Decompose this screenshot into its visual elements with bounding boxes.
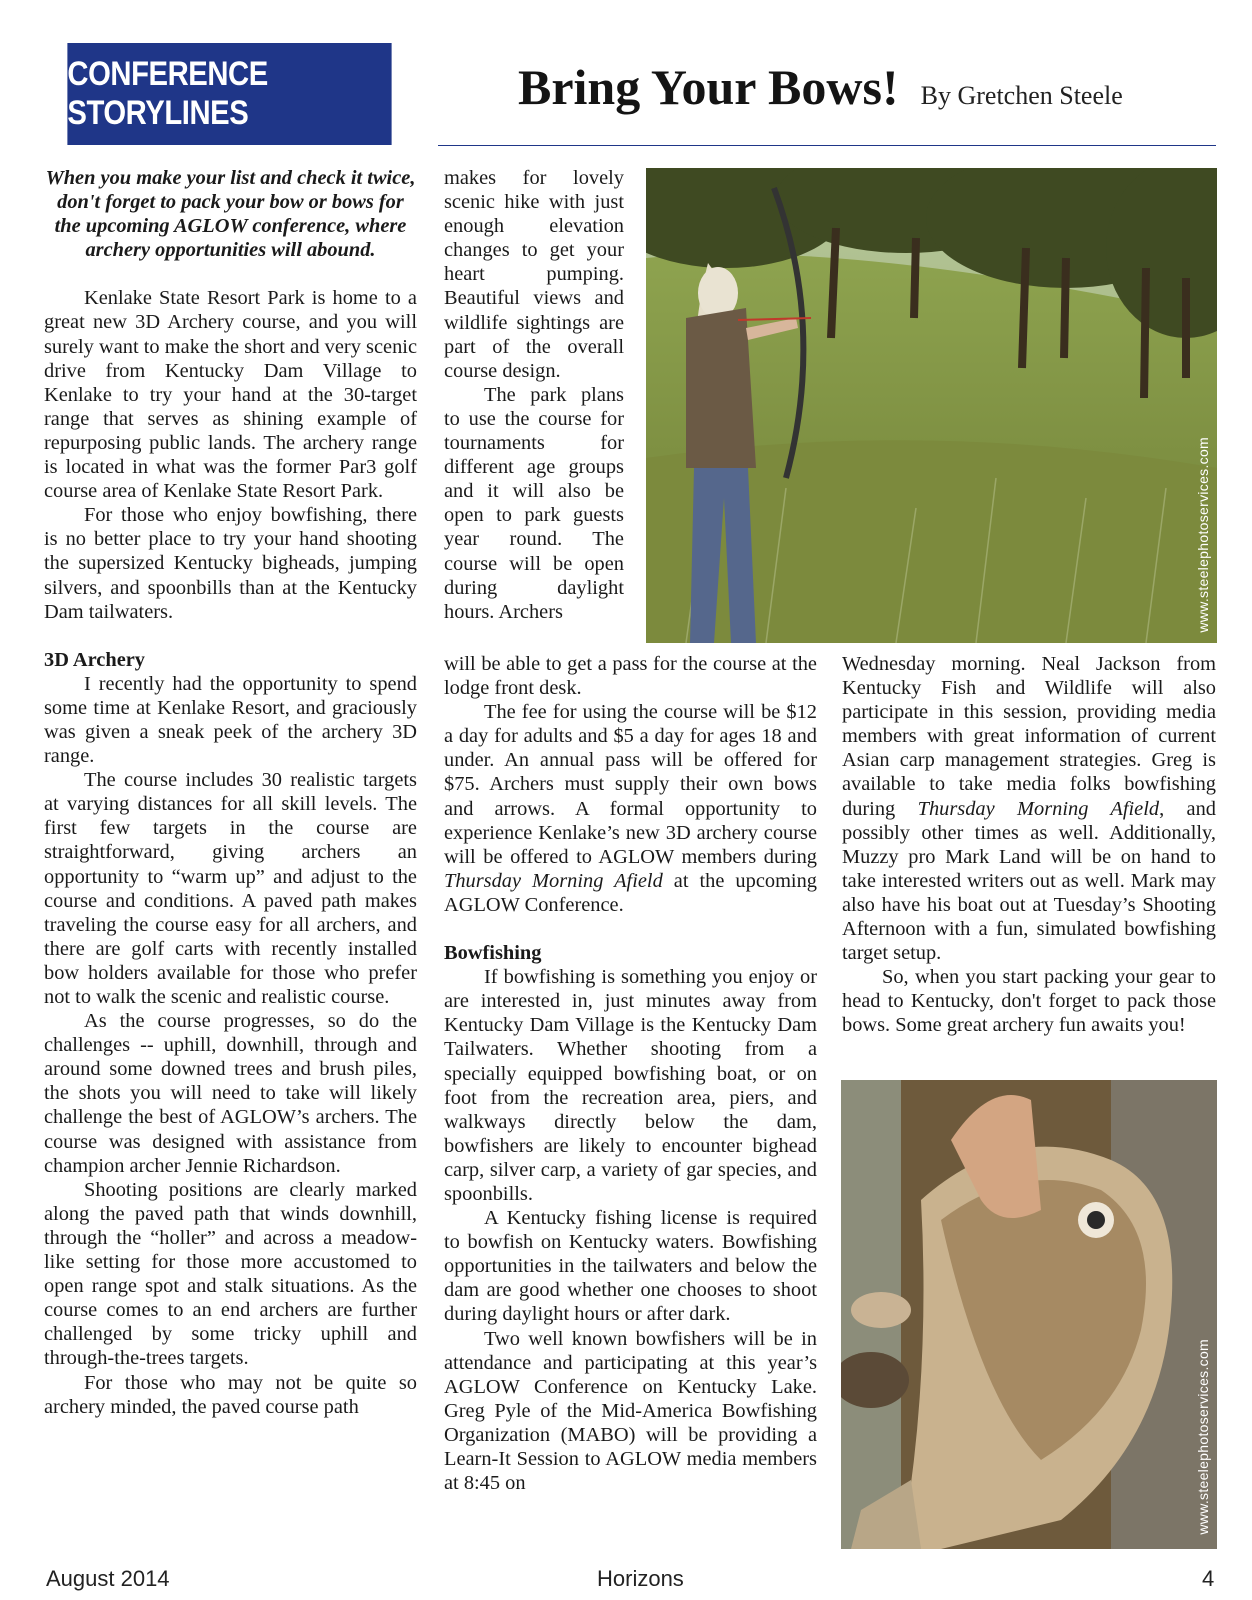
- photo-credit: www.steelephotoservices.com: [1195, 1339, 1211, 1535]
- paragraph: Kenlake State Resort Park is home to a great new 3D Archery course, and you will surely want to make the short and very scenic drive from Kentucky Dam Village to Kenlake to try your hand at the 30-target range that serves as shining example of repurposing public lands. The archery range is located in what was the former Par3 golf course area of Kenlake State Resort Park.: [44, 287, 417, 503]
- paragraph: Shooting positions are clearly marked along the paved path that winds downhill, through the “holler” and across a meadow-like setting for those more accustomed to open range spot and stalk situations. As the course comes to an end archers are further challenged by some tricky uphill and through-the-trees targets.: [44, 1178, 417, 1370]
- paragraph: So, when you start packing your gear to head to Kentucky, don't forget to pack those bows. Some great archery fun awaits you!: [842, 966, 1216, 1037]
- subheading-bowfishing: Bowfishing: [444, 942, 542, 965]
- paragraph: As the course progresses, so do the challenges -- uphill, downhill, through and around some downed trees and brush piles, the shots you will need to take will likely challenge the best of AGLOW’s archers. The course was designed with assistance from champion archer Jennie Richardson.: [44, 1010, 417, 1177]
- subheading-3d-archery: 3D Archery: [44, 648, 145, 671]
- paragraph: The course includes 30 realistic targets at varying distances for all skill levels. The first few targets in the course are straightforward, giving archers an opportunity to “warm up” and adjust to the course and conditions. A paved path makes traveling the course easy for all archers, and there are golf carts with recently installed bow holders available for those who prefer not to walk the scenic and realistic course.: [44, 769, 417, 1008]
- article-header: [518, 58, 1123, 116]
- paragraph: For those who enjoy bowfishing, there is no better place to try your hand shooting the supersized Kentucky bigheads, jumping silvers, and spoonbills than at the Kentucky Dam tailwaters.: [44, 504, 417, 623]
- byline: By Gretchen Steele: [920, 81, 1123, 110]
- column-3: [842, 652, 1216, 1038]
- footer-page-number: 4: [1202, 1566, 1215, 1591]
- footer-publication: Horizons: [597, 1566, 684, 1591]
- paragraph: I recently had the opportunity to spend some time at Kenlake Resort, and graciously was given a sneak peek of the archery 3D range.: [44, 672, 417, 768]
- column-2: [444, 652, 817, 1495]
- paragraph: Wednesday morning. Neal Jackson from Kentucky Fish and Wildlife will also participate in this session, providing media members with great information of current Asian carp management strategies. Greg is available to take media folks bowfishing during Thursday Morning Afield, and possibly other times as well. Additionally, Muzzy pro Mark Land will be on hand to take interested writers out as well. Mark may also have his boat out at Tuesday’s Shooting Afternoon with a fun, simulated bowfishing target setup.: [842, 653, 1216, 965]
- archer-photo: [646, 168, 1217, 643]
- paragraph: Two well known bowfishers will be in attendance and participating at this year’s AGLOW Conference on Kentucky Lake. Greg Pyle of the Mid-America Bowfishing Organization (MABO) will be providing a Learn-It Session to AGLOW media members at 8:45 on: [444, 1327, 817, 1495]
- fish-photo: [841, 1080, 1217, 1549]
- paragraph: The fee for using the course will be $12 a day for adults and $5 a day for ages 18 and under. An annual pass will be offered for $75. Archers must supply their own bows and arrows. A formal opportunity to experience Kenlake’s new 3D archery course will be offered to AGLOW members during Thursday Morning Afield at the upcoming AGLOW Conference.: [444, 701, 817, 916]
- paragraph: makes for lovely scenic hike with just enough elevation changes to get your heart pumping. Beautiful views and wildlife sightings are part of the overall course design.: [444, 167, 624, 382]
- column-1: [44, 166, 417, 1419]
- fish-photo-image: [841, 1080, 1217, 1549]
- paragraph: If bowfishing is something you enjoy or are interested in, just minutes away from Kentucky Dam Village is the Kentucky Dam Tailwaters. Whether shooting from a specially equipped bowfishing boat, or on foot from the recreation area, piers, and walkways directly below the dam, bowfishers are likely to encounter bighead carp, silver carp, a variety of gar species, and spoonbills.: [444, 966, 817, 1205]
- paragraph: For those who may not be quite so archery minded, the paved course path: [44, 1371, 417, 1418]
- column-2-narrow: [444, 166, 624, 624]
- archer-photo-image: [646, 168, 1217, 643]
- article-title: Bring Your Bows!: [518, 59, 899, 115]
- paragraph: The park plans to use the course for tournaments for different age groups and it will also be open to park guests year round. The course will be open during daylight hours. Archers: [444, 383, 624, 623]
- header-rule: [438, 145, 1216, 146]
- section-banner: CONFERENCE STORYLINES: [67, 43, 391, 145]
- photo-credit: www.steelephotoservices.com: [1195, 437, 1211, 633]
- footer-date: August 2014: [46, 1566, 170, 1591]
- paragraph: will be able to get a pass for the course at the lodge front desk.: [444, 653, 817, 700]
- paragraph: A Kentucky fishing license is required to bowfish on Kentucky waters. Bowfishing opportunities in the tailwaters and below the dam are good whether one chooses to shoot during daylight hours or after dark.: [444, 1207, 817, 1326]
- intro-text: When you make your list and check it twice, don't forget to pack your bow or bows for the upcoming AGLOW conference, where archery opportunities will abound.: [45, 167, 416, 262]
